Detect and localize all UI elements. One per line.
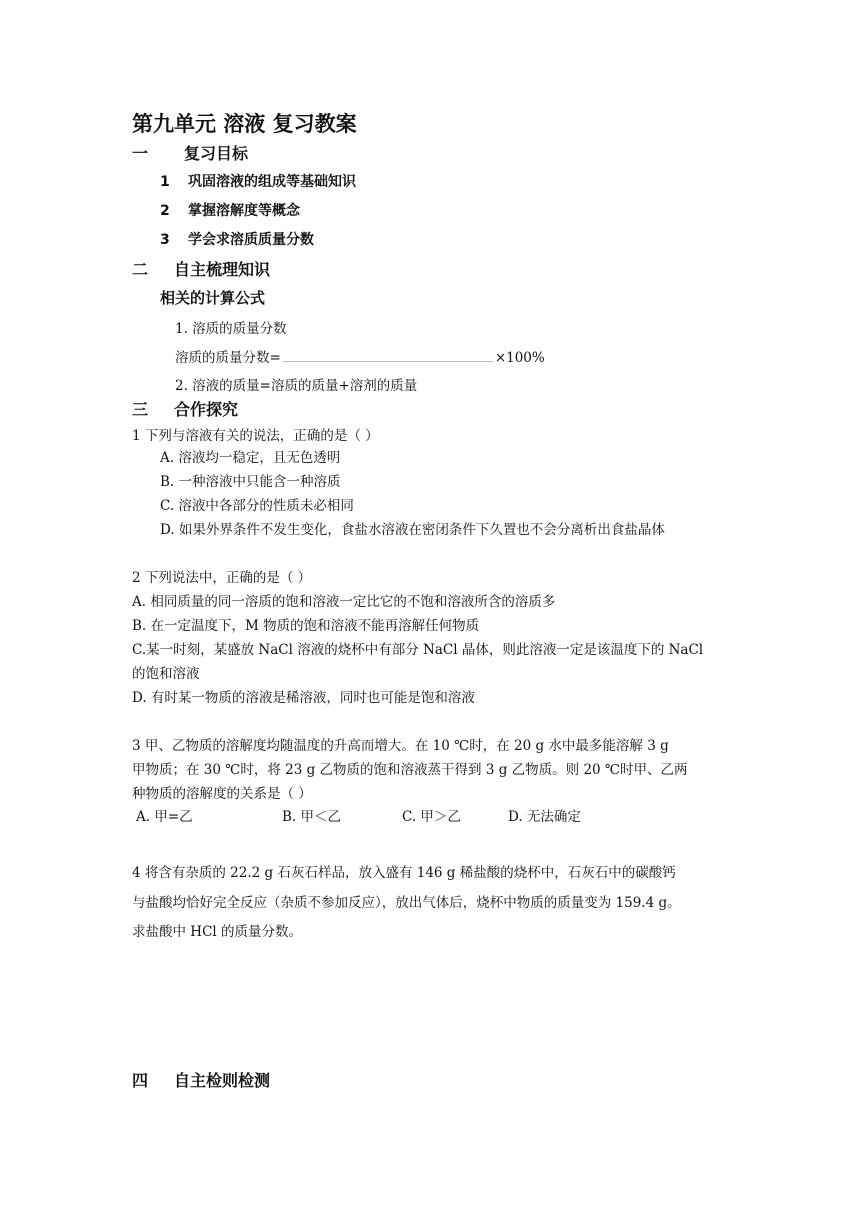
question-2-stem: 2 下列说法中，正确的是（ ） bbox=[132, 570, 312, 586]
formula-one-rhs: ×100% bbox=[494, 350, 545, 366]
question-1-option: B. 一种溶液中只能含一种溶质 bbox=[160, 474, 341, 490]
goal-number: 3 bbox=[160, 232, 170, 248]
question-3-option: B. 甲＜乙 bbox=[282, 809, 342, 825]
formula-one bbox=[175, 346, 545, 366]
goal-number: 1 bbox=[160, 174, 170, 190]
section-four-heading bbox=[132, 1068, 270, 1091]
goal-text: 巩固溶液的组成等基础知识 bbox=[188, 174, 356, 190]
formula-one-lhs: 溶质的质量分数= bbox=[175, 350, 281, 366]
section-number: 一 bbox=[132, 144, 149, 163]
section-two-heading bbox=[132, 257, 270, 280]
goal-text: 掌握溶解度等概念 bbox=[188, 203, 300, 219]
question-4-line: 与盐酸均恰好完全反应（杂质不参加反应），放出气体后，烧杯中物质的质量变为 159.4 g。 bbox=[132, 895, 681, 911]
question-1-option: A. 溶液均一稳定，且无色透明 bbox=[160, 450, 341, 466]
question-2-line: B. 在一定温度下，M 物质的饱和溶液不能再溶解任何物质 bbox=[132, 618, 480, 634]
section-title: 自主梳理知识 bbox=[174, 260, 271, 279]
question-3-options bbox=[136, 805, 581, 825]
formula-heading: 相关的计算公式 bbox=[160, 289, 266, 307]
section-title: 合作探究 bbox=[174, 400, 239, 419]
question-3-option: D. 无法确定 bbox=[508, 809, 581, 825]
question-3-option: A. 甲=乙 bbox=[136, 809, 193, 825]
goal-item bbox=[160, 171, 356, 191]
question-1-stem: 1 下列与溶液有关的说法，正确的是（ ） bbox=[132, 428, 379, 444]
question-4-line: 求盐酸中 HCl 的质量分数。 bbox=[132, 924, 303, 940]
section-title: 自主检则检测 bbox=[174, 1071, 271, 1090]
formula-one-label: 1. 溶质的质量分数 bbox=[175, 321, 287, 337]
question-3-line: 3 甲、乙物质的溶解度均随温度的升高而增大。在 10 ℃时，在 20 g 水中最多能溶解 3 g bbox=[132, 738, 669, 754]
question-3-option: C. 甲＞乙 bbox=[402, 809, 461, 825]
question-2-line: 的饱和溶液 bbox=[132, 666, 200, 682]
goal-item bbox=[160, 200, 300, 220]
section-number: 三 bbox=[132, 400, 149, 419]
question-3-line: 种物质的溶解度的关系是（ ） bbox=[132, 786, 312, 802]
question-3-line: 甲物质；在 30 ℃时，将 23 g 乙物质的饱和溶液蒸干得到 3 g 乙物质。则 20 ℃时甲、乙两 bbox=[132, 762, 688, 778]
goal-text: 学会求溶质质量分数 bbox=[188, 232, 314, 248]
formula-blank-line bbox=[283, 349, 493, 362]
question-2-line: A. 相同质量的同一溶质的饱和溶液一定比它的不饱和溶液所含的溶质多 bbox=[132, 594, 556, 610]
section-number: 二 bbox=[132, 260, 149, 279]
goal-number: 2 bbox=[160, 203, 170, 219]
question-1-option: D. 如果外界条件不发生变化，食盐水溶液在密闭条件下久置也不会分离析出食盐晶体 bbox=[160, 522, 665, 538]
question-2-line: C.某一时刻，某盛放 NaCl 溶液的烧杯中有部分 NaCl 晶体，则此溶液一定是该温度下的 NaCl bbox=[132, 642, 704, 658]
section-three-heading bbox=[132, 397, 238, 420]
question-1-option: C. 溶液中各部分的性质未必相同 bbox=[160, 498, 354, 514]
question-2-line: D. 有时某一物质的溶液是稀溶液，同时也可能是饱和溶液 bbox=[132, 690, 475, 706]
formula-two: 2. 溶液的质量=溶质的质量+溶剂的质量 bbox=[175, 378, 418, 394]
question-4-line: 4 将含有杂质的 22.2 g 石灰石样品，放入盛有 146 g 稀盐酸的烧杯中，石灰石中的碳酸钙 bbox=[132, 865, 676, 881]
section-one-heading bbox=[132, 141, 248, 164]
document-title: 第九单元 溶液 复习教案 bbox=[132, 112, 357, 136]
section-title: 复习目标 bbox=[184, 144, 249, 163]
section-number: 四 bbox=[132, 1071, 149, 1090]
goal-item bbox=[160, 229, 314, 249]
